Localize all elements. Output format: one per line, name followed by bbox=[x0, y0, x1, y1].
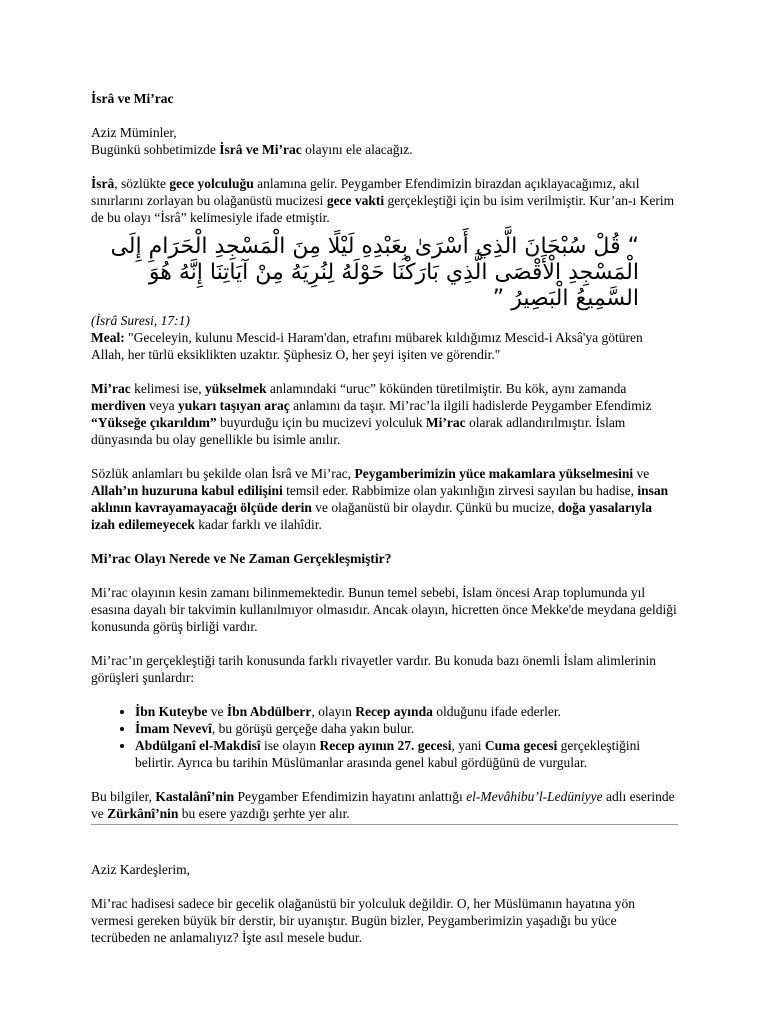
text-run: veya bbox=[145, 398, 178, 413]
text-run: ve bbox=[633, 466, 650, 481]
arabic-verse: “ قُلْ سُبْحَانَ الَّذِي أَسْرَىٰ بِعَبْدِهِ لَيْلًا مِنَ الْمَسْجِدِ الْحَرَامِ إِلَى الْمَسْجِدِ الْأَقْصَى الَّذِي بَارَكْنَا حَوْلَهُ لِنُرِيَهُ مِنْ آيَاتِنَا إِنَّهُ هُوَ السَّمِيعُ الْبَصِيرُ ” bbox=[110, 234, 639, 311]
text-run: adlı eserinde ve bbox=[91, 789, 675, 821]
text-run: anlamındaki “uruc” kökünden türetilmiştir. Bu kök, aynı zamanda bbox=[266, 381, 627, 396]
text-run: ve olağanüstü bir olaydır. Çünkü bu mucize, bbox=[311, 500, 558, 515]
bold-run: gece vakti bbox=[326, 193, 385, 208]
list-item bbox=[135, 720, 678, 737]
text-run: olduğunu ifade ederler. bbox=[432, 704, 562, 719]
text-run: bu esere yazdığı şerhte yer alır. bbox=[178, 806, 350, 821]
text-run: Bugünkü sohbetimizde bbox=[91, 142, 220, 157]
greeting: Aziz Müminler, bbox=[91, 125, 177, 140]
bold-run: insan aklının kavrayamayacağı ölçüde derin bbox=[91, 483, 669, 515]
bold-run: İbn Abdülberr bbox=[226, 704, 312, 719]
horizontal-rule bbox=[91, 824, 678, 825]
bold-run: gece yolculuğu bbox=[169, 176, 254, 191]
text-run: ve bbox=[207, 704, 227, 719]
text-run: , olayın bbox=[311, 704, 356, 719]
bold-run: Mi’rac bbox=[425, 415, 466, 430]
intro-paragraph bbox=[91, 141, 678, 158]
list-item bbox=[135, 737, 678, 771]
closing-paragraph bbox=[91, 895, 678, 946]
bold-run: Abdülganî el-Makdisî bbox=[135, 738, 261, 753]
bold-run: İsrâ bbox=[91, 176, 115, 191]
meal-paragraph bbox=[91, 329, 678, 363]
text-run: Mi’rac olayının kesin zamanı bilinmemektedir. Bunun temel sebebi, İslam öncesi Arap toplumunda yıl esasına dayalı bir takvimin kullanılmıyor olmasıdır. Ancak olayın, hicretten önce Mekke'de meydana geldiği konusunda görüş birliği vardır. bbox=[91, 585, 677, 634]
bold-run: Allah’ın huzuruna kabul edilişini bbox=[91, 483, 283, 498]
text-run: gerçekleştiğini belirtir. Ayrıca bu tarihin Müslümanlar arasında genel kabul gördüğünü de vurgular. bbox=[135, 738, 641, 770]
bold-run: yükselmek bbox=[204, 381, 267, 396]
text-run: buyurduğu için bu mucizevi yolculuk bbox=[216, 415, 426, 430]
italic-run: el-Mevâhibu’l-Ledüniyye bbox=[466, 789, 603, 804]
text-run: anlamını da taşır. Mi’rac’la ilgili hadislerde Peygamber Efendimiz bbox=[289, 398, 652, 413]
text-run: Peygamber Efendimizin hayatını anlattığı bbox=[234, 789, 467, 804]
bold-run: “Yükseğe çıkarıldım” bbox=[91, 415, 217, 430]
document-title: İsrâ ve Mi’rac bbox=[91, 91, 174, 106]
section-heading: Mi’rac Olayı Nerede ve Ne Zaman Gerçekleşmiştir? bbox=[91, 551, 392, 566]
bold-run: Peygamberimizin yüce makamlara yükselmesini bbox=[354, 466, 634, 481]
greeting-kardeslerim: Aziz Kardeşlerim, bbox=[91, 862, 190, 877]
bold-run: Zürkânî’nin bbox=[107, 806, 179, 821]
text-run: Mi’rac’ın gerçekleştiği tarih konusunda farklı rivayetler vardır. Bu konuda bazı önemli İslam alimlerinin görüşleri şunlardır: bbox=[91, 653, 656, 685]
bold-run: merdiven bbox=[91, 398, 146, 413]
scholar-list bbox=[91, 703, 678, 771]
text-run: ise olayın bbox=[260, 738, 320, 753]
bold-run: Mi’rac bbox=[91, 381, 131, 396]
text-run: Mi’rac hadisesi sadece bir gecelik olağanüstü bir yolculuk değildir. O, her Müslümanın hayatına yön vermesi gereken büyük bir derstir, bir uyanıştır. Bugün bizler, Peygamberimizin yaşadığı bu yüce tecrübeden ne anlamalıyız? İşte asıl mesele budur. bbox=[91, 896, 635, 945]
bold-run: Recep ayının 27. gecesi bbox=[319, 738, 452, 753]
bold-run: Recep ayında bbox=[355, 704, 433, 719]
bold-run: Meal: bbox=[91, 330, 125, 345]
text-run: , bu görüşü gerçeğe daha yakın bulur. bbox=[211, 721, 415, 736]
isra-paragraph bbox=[91, 175, 678, 226]
text-run: olarak adlandırılmıştır. İslam dünyasında bu olay genellikle bu isimle anılır. bbox=[91, 415, 626, 447]
bold-run: yukarı taşıyan araç bbox=[177, 398, 290, 413]
bold-run: Kastalânî’nin bbox=[155, 789, 235, 804]
bold-run: İsrâ ve Mi’rac bbox=[219, 142, 302, 157]
mirac-paragraph bbox=[91, 380, 678, 448]
text-run: gerçekleştiği için bu isim verilmiştir. Kur’an-ı Kerim de bu olayı “İsrâ” kelimesiyle ifade etmiştir. bbox=[91, 193, 675, 225]
bold-run: İbn Kuteybe bbox=[135, 704, 208, 719]
text-run: olayını ele alacağız. bbox=[301, 142, 413, 157]
text-run: kelimesi ise, bbox=[130, 381, 205, 396]
bilgiler-paragraph bbox=[91, 788, 678, 822]
verse-citation: (İsrâ Suresi, 17:1) bbox=[91, 313, 190, 328]
text-run: temsil eder. Rabbimize olan yakınlığın zirvesi sayılan bu hadise, bbox=[282, 483, 638, 498]
kesin-zaman-paragraph bbox=[91, 584, 678, 635]
text-run: kadar farklı ve ilahîdir. bbox=[194, 517, 322, 532]
list-item bbox=[135, 703, 678, 720]
tarih-paragraph bbox=[91, 652, 678, 686]
text-run: , sözlükte bbox=[114, 176, 170, 191]
text-run: Sözlük anlamları bu şekilde olan İsrâ ve Mi’rac, bbox=[91, 466, 355, 481]
bold-run: Cuma gecesi bbox=[484, 738, 558, 753]
bold-run: doğa yasalarıyla izah edilemeyecek bbox=[91, 500, 652, 532]
sozluk-paragraph bbox=[91, 465, 678, 533]
text-run: , yani bbox=[451, 738, 485, 753]
text-run: Bu bilgiler, bbox=[91, 789, 156, 804]
document-page bbox=[91, 90, 678, 946]
bold-run: İmam Nevevî bbox=[135, 721, 212, 736]
text-run: anlamına gelir. Peygamber Efendimizin birazdan açıklayacağımız, akıl sınırlarını zorlayan bu olağanüstü mucizesi bbox=[91, 176, 640, 208]
text-run: "Geceleyin, kulunu Mescid-i Haram'dan, etrafını mübarek kıldığımız Mescid-i Aksâ'ya götüren Allah, her türlü eksiklikten uzaktır. Şüphesiz O, her şeyi işiten ve görendir." bbox=[91, 330, 643, 362]
